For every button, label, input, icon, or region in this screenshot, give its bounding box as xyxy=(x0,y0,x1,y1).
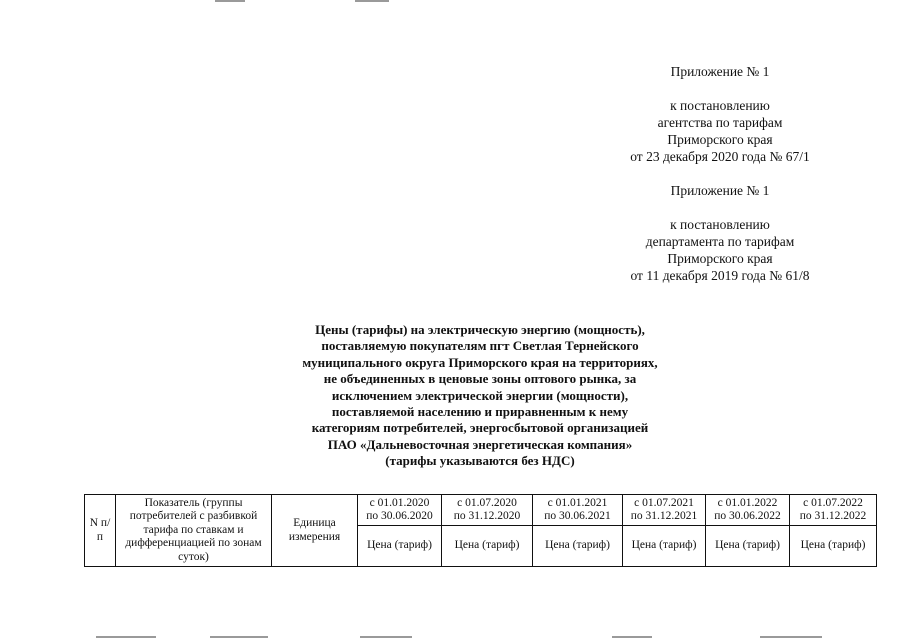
col-indicator-header: Показатель (группы потребителей с разбивкой тарифа по ставкам и дифференциацией по зонам суток) xyxy=(116,495,272,567)
col-unit-header: Единица измерения xyxy=(272,495,358,567)
price-label-header: Цена (тариф) xyxy=(358,526,442,567)
period-header xyxy=(790,495,877,526)
price-label-header: Цена (тариф) xyxy=(533,526,623,567)
period-from: с 01.01.2021 xyxy=(547,496,608,509)
heading-line: Цены (тарифы) на электрическую энергию (мощность), xyxy=(315,322,645,337)
period-from: с 01.01.2022 xyxy=(717,496,778,509)
appendix-line: агентства по тарифам xyxy=(657,115,783,130)
period-to: по 30.06.2020 xyxy=(366,510,433,522)
appendix-line: департамента по тарифам xyxy=(645,234,795,249)
period-from: с 01.07.2021 xyxy=(634,496,694,509)
period-header xyxy=(533,495,623,526)
heading-line: исключением электрической энергии (мощности), xyxy=(331,387,629,403)
tariff-table xyxy=(84,494,877,567)
appendix-line: Приморского края xyxy=(667,251,773,266)
period-header xyxy=(358,495,442,526)
period-to: по 31.12.2020 xyxy=(453,510,521,522)
period-to: по 30.06.2022 xyxy=(714,510,781,522)
scan-artifact-top-left xyxy=(215,0,245,2)
appendix-title: Приложение № 1 xyxy=(670,64,770,79)
period-header xyxy=(706,495,790,526)
period-from: с 01.01.2020 xyxy=(369,496,430,509)
appendix-line: к постановлению xyxy=(670,217,770,232)
period-header xyxy=(623,495,706,526)
heading-line: категориям потребителей, энергосбытовой организацией xyxy=(311,420,649,436)
price-label-header: Цена (тариф) xyxy=(706,526,790,567)
document-heading xyxy=(240,322,720,470)
appendix-block-department xyxy=(590,182,850,284)
price-label-header: Цена (тариф) xyxy=(623,526,706,567)
appendix-date-number: от 11 декабря 2019 года № 61/8 xyxy=(630,268,810,283)
heading-line: (тарифы указываются без НДС) xyxy=(385,453,575,469)
heading-line: муниципального округа Приморского края на территориях, xyxy=(302,354,658,370)
appendix-line: к постановлению xyxy=(670,98,770,113)
price-label-header: Цена (тариф) xyxy=(790,526,877,567)
col-number-header: N п/п xyxy=(85,495,116,567)
period-to: по 31.12.2022 xyxy=(799,510,867,522)
period-header xyxy=(442,495,533,526)
appendix-date-number: от 23 декабря 2020 года № 67/1 xyxy=(630,149,810,164)
table-header-periods xyxy=(85,495,877,526)
scan-artifact-bottom-5 xyxy=(760,636,822,638)
appendix-title: Приложение № 1 xyxy=(670,183,770,198)
scan-artifact-top-right xyxy=(355,0,389,2)
period-to: по 30.06.2021 xyxy=(544,510,611,522)
scan-artifact-bottom-1 xyxy=(96,636,156,638)
price-label-header: Цена (тариф) xyxy=(442,526,533,567)
heading-line: поставляемую покупателям пгт Светлая Тернейского xyxy=(321,338,639,354)
appendix-line: Приморского края xyxy=(667,132,773,147)
period-from: с 01.07.2022 xyxy=(803,496,863,509)
heading-line: поставляемой населению и приравненным к нему xyxy=(331,404,629,420)
period-from: с 01.07.2020 xyxy=(457,496,517,509)
heading-line: ПАО «Дальневосточная энергетическая компания» xyxy=(327,436,633,452)
appendix-block-agency xyxy=(590,63,850,165)
scan-artifact-bottom-4 xyxy=(612,636,652,638)
period-to: по 31.12.2021 xyxy=(630,510,698,522)
scan-artifact-bottom-3 xyxy=(360,636,412,638)
scan-artifact-bottom-2 xyxy=(210,636,268,638)
heading-line: не объединенных в ценовые зоны оптового рынка, за xyxy=(323,371,637,387)
